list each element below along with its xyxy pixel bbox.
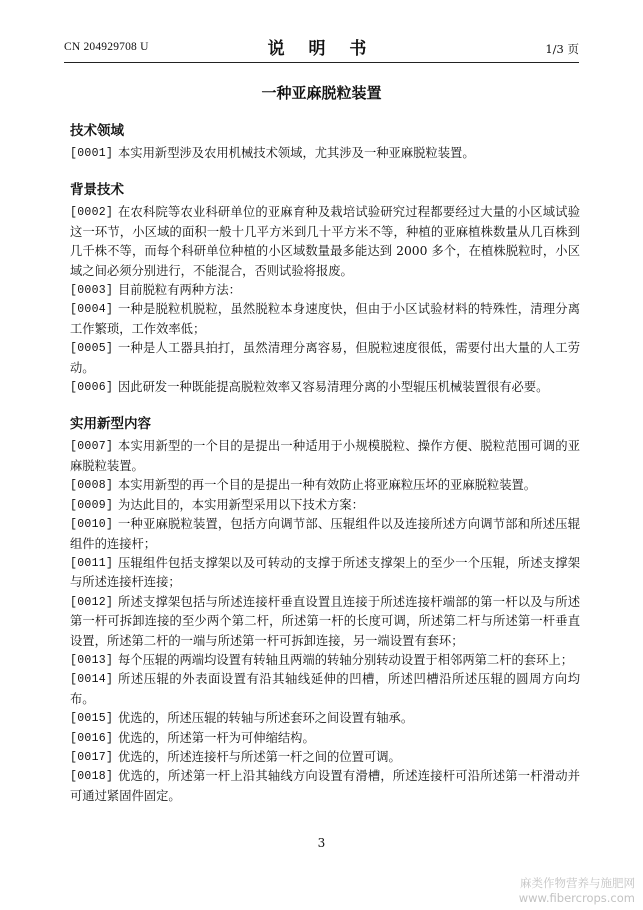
paragraph-text: 优选的，所述压辊的转轴与所述套环之间设置有轴承。 <box>118 711 414 726</box>
paragraph <box>70 496 580 515</box>
paragraph-text: 本实用新型的一个目的是提出一种适用于小规模脱粒、操作方便、脱粒范围可调的亚麻脱粒装置。 <box>70 439 580 473</box>
paragraph <box>70 767 580 806</box>
paragraph <box>70 339 580 378</box>
paragraph-number: [0012] <box>70 595 114 609</box>
paragraph-number: [0009] <box>70 498 114 512</box>
paragraph <box>70 203 580 281</box>
paragraph-number: [0006] <box>70 381 114 395</box>
section-heading: 技术领域 <box>70 123 124 139</box>
paragraph-number: [0018] <box>70 770 114 784</box>
document-type: 说 明 书 <box>267 39 376 59</box>
paragraph-text: 在农科院等农业科研单位的亚麻育种及栽培试验研究过程都要经过大量的小区域试验这一环节，小区域的面积一般十几平方米到几十平方米不等，种植的亚麻植株数量从几百株到几千株不等，而每个科研单位种植的小区域数量最多能达到 2000 多个，在植株脱粒时，小区域之间必须分别进行，不能混合，否则试验将报废。 <box>70 205 580 278</box>
paragraph-text: 每个压辊的两端均设置有转轴且两端的转轴分别转动设置于相邻两第二杆的套环上； <box>118 652 573 667</box>
paragraph-text: 因此研发一种既能提高脱粒效率又容易清理分离的小型辊压机械装置很有必要。 <box>118 380 549 395</box>
paragraph-text: 一种亚麻脱粒装置，包括方向调节部、压辊组件以及连接所述方向调节部和所述压辊组件的连接杆； <box>70 517 580 551</box>
watermark-url: www.fibercrops.com <box>518 891 635 905</box>
paragraph-number: [0007] <box>70 440 114 454</box>
watermark-site-name: 麻类作物营养与施肥网 <box>520 876 635 890</box>
site-watermark <box>519 876 635 906</box>
section-heading: 实用新型内容 <box>70 416 151 433</box>
paragraph-number: [0017] <box>70 750 114 764</box>
paragraph <box>70 670 580 709</box>
paragraph-number: [0010] <box>70 518 114 532</box>
paragraph <box>70 651 580 670</box>
paragraph-text: 优选的，所述第一杆上沿其轴线方向设置有滑槽，所述连接杆可沿所述第一杆滑动并可通过紧固件固定。 <box>70 769 580 803</box>
document-body <box>70 122 580 824</box>
paragraph <box>70 593 580 651</box>
paragraph-number: [0016] <box>70 731 114 745</box>
paragraph <box>70 300 580 339</box>
paragraph-number: [0003] <box>70 284 114 298</box>
paragraph-number: [0011] <box>70 556 114 570</box>
paragraph <box>70 476 580 495</box>
paragraph <box>70 748 580 767</box>
paragraph-number: [0015] <box>70 712 114 726</box>
page-header <box>64 34 579 60</box>
paragraph-text: 本实用新型涉及农用机械技术领域，尤其涉及一种亚麻脱粒装置。 <box>118 146 475 160</box>
paragraph-text: 本实用新型的再一个目的是提出一种有效防止将亚麻粒压坏的亚麻脱粒装置。 <box>118 478 537 493</box>
paragraph <box>70 437 580 476</box>
paragraph-text: 优选的，所述第一杆为可伸缩结构。 <box>118 730 315 745</box>
publication-number: CN 204929708 U <box>64 41 149 53</box>
paragraph-text: 一种是人工器具拍打，虽然清理分离容易，但脱粒速度很低，需要付出大量的人工劳动。 <box>70 341 580 375</box>
header-divider <box>64 62 579 63</box>
paragraph <box>70 554 580 593</box>
paragraph-text: 优选的，所述连接杆与所述第一杆之间的位置可调。 <box>118 749 401 764</box>
document-title: 一种亚麻脱粒装置 <box>261 84 382 102</box>
page-number: 3 <box>317 836 326 850</box>
paragraph-number: [0013] <box>70 653 114 667</box>
section-heading: 背景技术 <box>70 182 124 199</box>
paragraph-number: [0014] <box>70 673 114 687</box>
paragraph <box>70 378 580 397</box>
paragraph <box>70 709 580 728</box>
paragraph-text: 所述支撑架包括与所述连接杆垂直设置且连接于所述连接杆端部的第一杆以及与所述第一杆可拆卸连接的至少两个第二杆，所述第一杆的长度可调，所述第二杆与所述第一杆垂直设置，所述第二杆的一端与所述第一杆可拆卸连接，另一端设置有套环； <box>70 594 580 648</box>
section <box>70 415 580 806</box>
paragraph-text: 一种是脱粒机脱粒，虽然脱粒本身速度快，但由于小区试验材料的特殊性，清理分离工作繁琐，工作效率低； <box>70 302 580 336</box>
paragraph-text: 为达此目的，本实用新型采用以下技术方案： <box>118 497 364 512</box>
section <box>70 122 580 163</box>
page-indicator: 1/3 页 <box>545 42 579 56</box>
paragraph-number: [0001] <box>70 147 114 160</box>
paragraph <box>70 144 580 163</box>
paragraph-text: 压辊组件包括支撑架以及可转动的支撑于所述支撑架上的至少一个压辊，所述支撑架与所述连接杆连接； <box>70 555 580 590</box>
paragraph <box>70 729 580 748</box>
paragraph-number: [0004] <box>70 303 114 317</box>
section <box>70 181 580 397</box>
paragraph <box>70 515 580 554</box>
paragraph <box>70 281 580 300</box>
paragraph-text: 所述压辊的外表面设置有沿其轴线延伸的凹槽，所述凹槽沿所述压辊的圆周方向均布。 <box>70 672 580 706</box>
paragraph-number: [0002] <box>70 206 114 220</box>
paragraph-text: 目前脱粒有两种方法： <box>118 283 241 298</box>
paragraph-number: [0008] <box>70 479 114 493</box>
paragraph-number: [0005] <box>70 342 114 356</box>
